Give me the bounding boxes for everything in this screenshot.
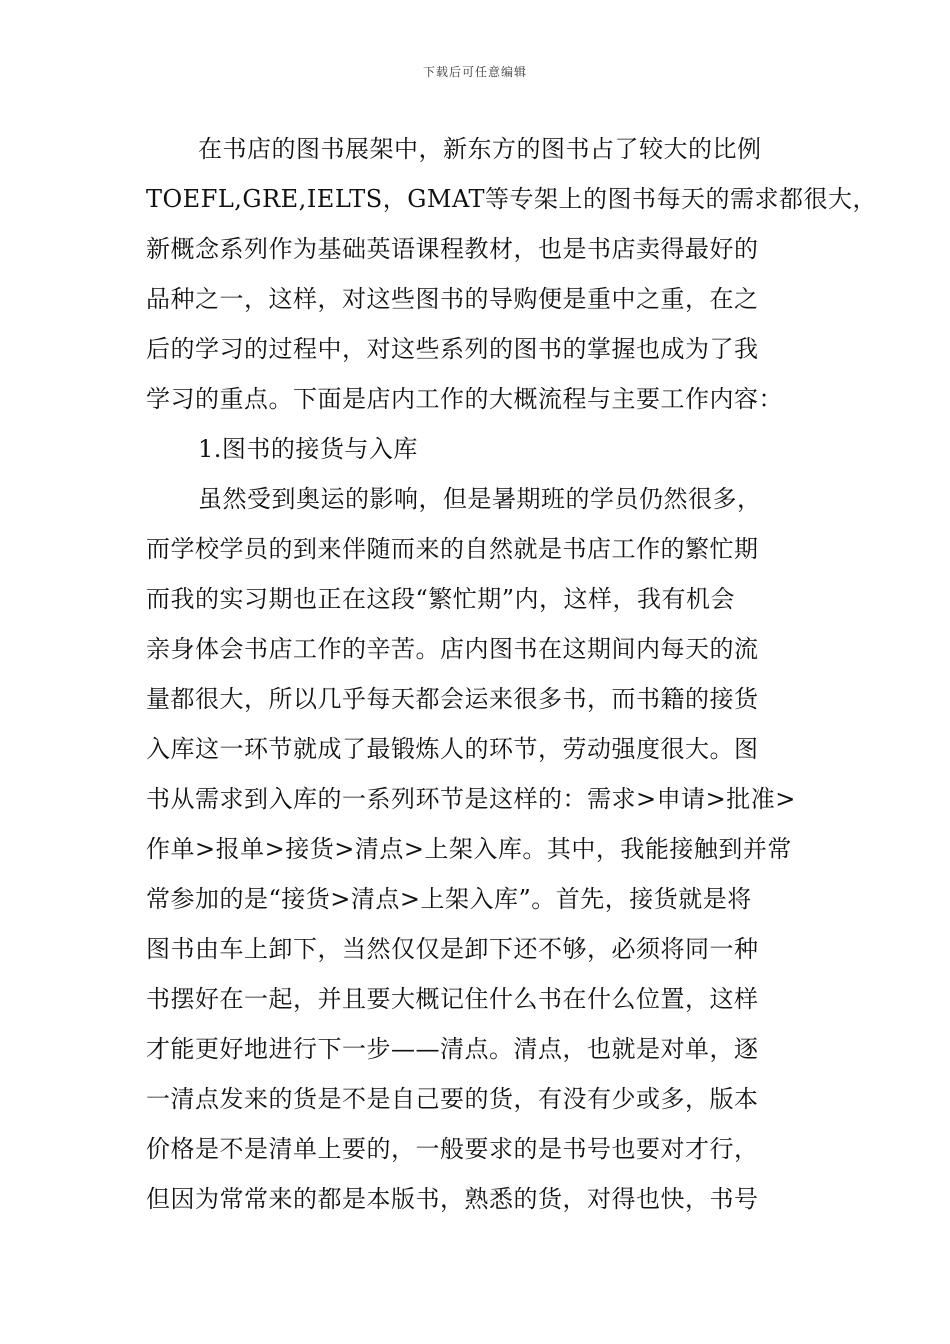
paragraph-line: 而我的实习期也正在这段“繁忙期”内，这样，我有机会 [146,585,736,613]
paragraph-line: TOEFL,GRE,IELTS，GMAT等专架上的图书每天的需求都很大， [146,185,878,213]
paragraph-line: 图书由车上卸下，当然仅仅是卸下还不够，必须将同一种 [146,935,759,963]
paragraph-line: 但因为常常来的都是本版书，熟悉的货，对得也快，书号 [146,1185,759,1213]
paragraph-line: 在书店的图书展架中，新东方的图书占了较大的比例 [198,135,762,163]
paragraph-line: 一清点发来的货是不是自己要的货，有没有少或多，版本 [146,1085,759,1113]
paragraph-line: 书摆好在一起，并且要大概记住什么书在什么位置，这样 [146,985,759,1013]
section-heading: 1.图书的接货与入库 [198,435,418,463]
paragraph-line: 作单>报单>接货>清点>上架入库。其中，我能接触到并常 [146,835,792,863]
paragraph-line: 虽然受到奥运的影响，但是暑期班的学员仍然很多， [198,485,762,513]
paragraph-line: 后的学习的过程中，对这些系列的图书的掌握也成为了我 [146,335,759,363]
document-body [146,124,878,1224]
paragraph-line: 新概念系列作为基础英语课程教材，也是书店卖得最好的 [146,235,759,263]
page-header: 下载后可任意编辑 [422,65,527,79]
paragraph-line: 才能更好地进行下一步——清点。清点，也就是对单，逐 [146,1035,759,1063]
paragraph-line: 书从需求到入库的一系列环节是这样的：需求>申请>批准> [146,785,796,813]
paragraph-line: 亲身体会书店工作的辛苦。店内图书在这期间内每天的流 [146,635,759,663]
paragraph-line: 品种之一，这样，对这些图书的导购便是重中之重，在之 [146,285,759,313]
paragraph-line: 学习的重点。下面是店内工作的大概流程与主要工作内容： [146,385,783,413]
paragraph-line: 价格是不是清单上要的，一般要求的是书号也要对才行， [146,1135,759,1163]
paragraph-line: 而学校学员的到来伴随而来的自然就是书店工作的繁忙期 [146,535,759,563]
paragraph-line: 常参加的是“接货>清点>上架入库”。首先，接货就是将 [146,885,752,913]
paragraph-line: 量都很大，所以几乎每天都会运来很多书，而书籍的接货 [146,685,759,713]
paragraph-line: 入库这一环节就成了最锻炼人的环节，劳动强度很大。图 [146,735,759,763]
